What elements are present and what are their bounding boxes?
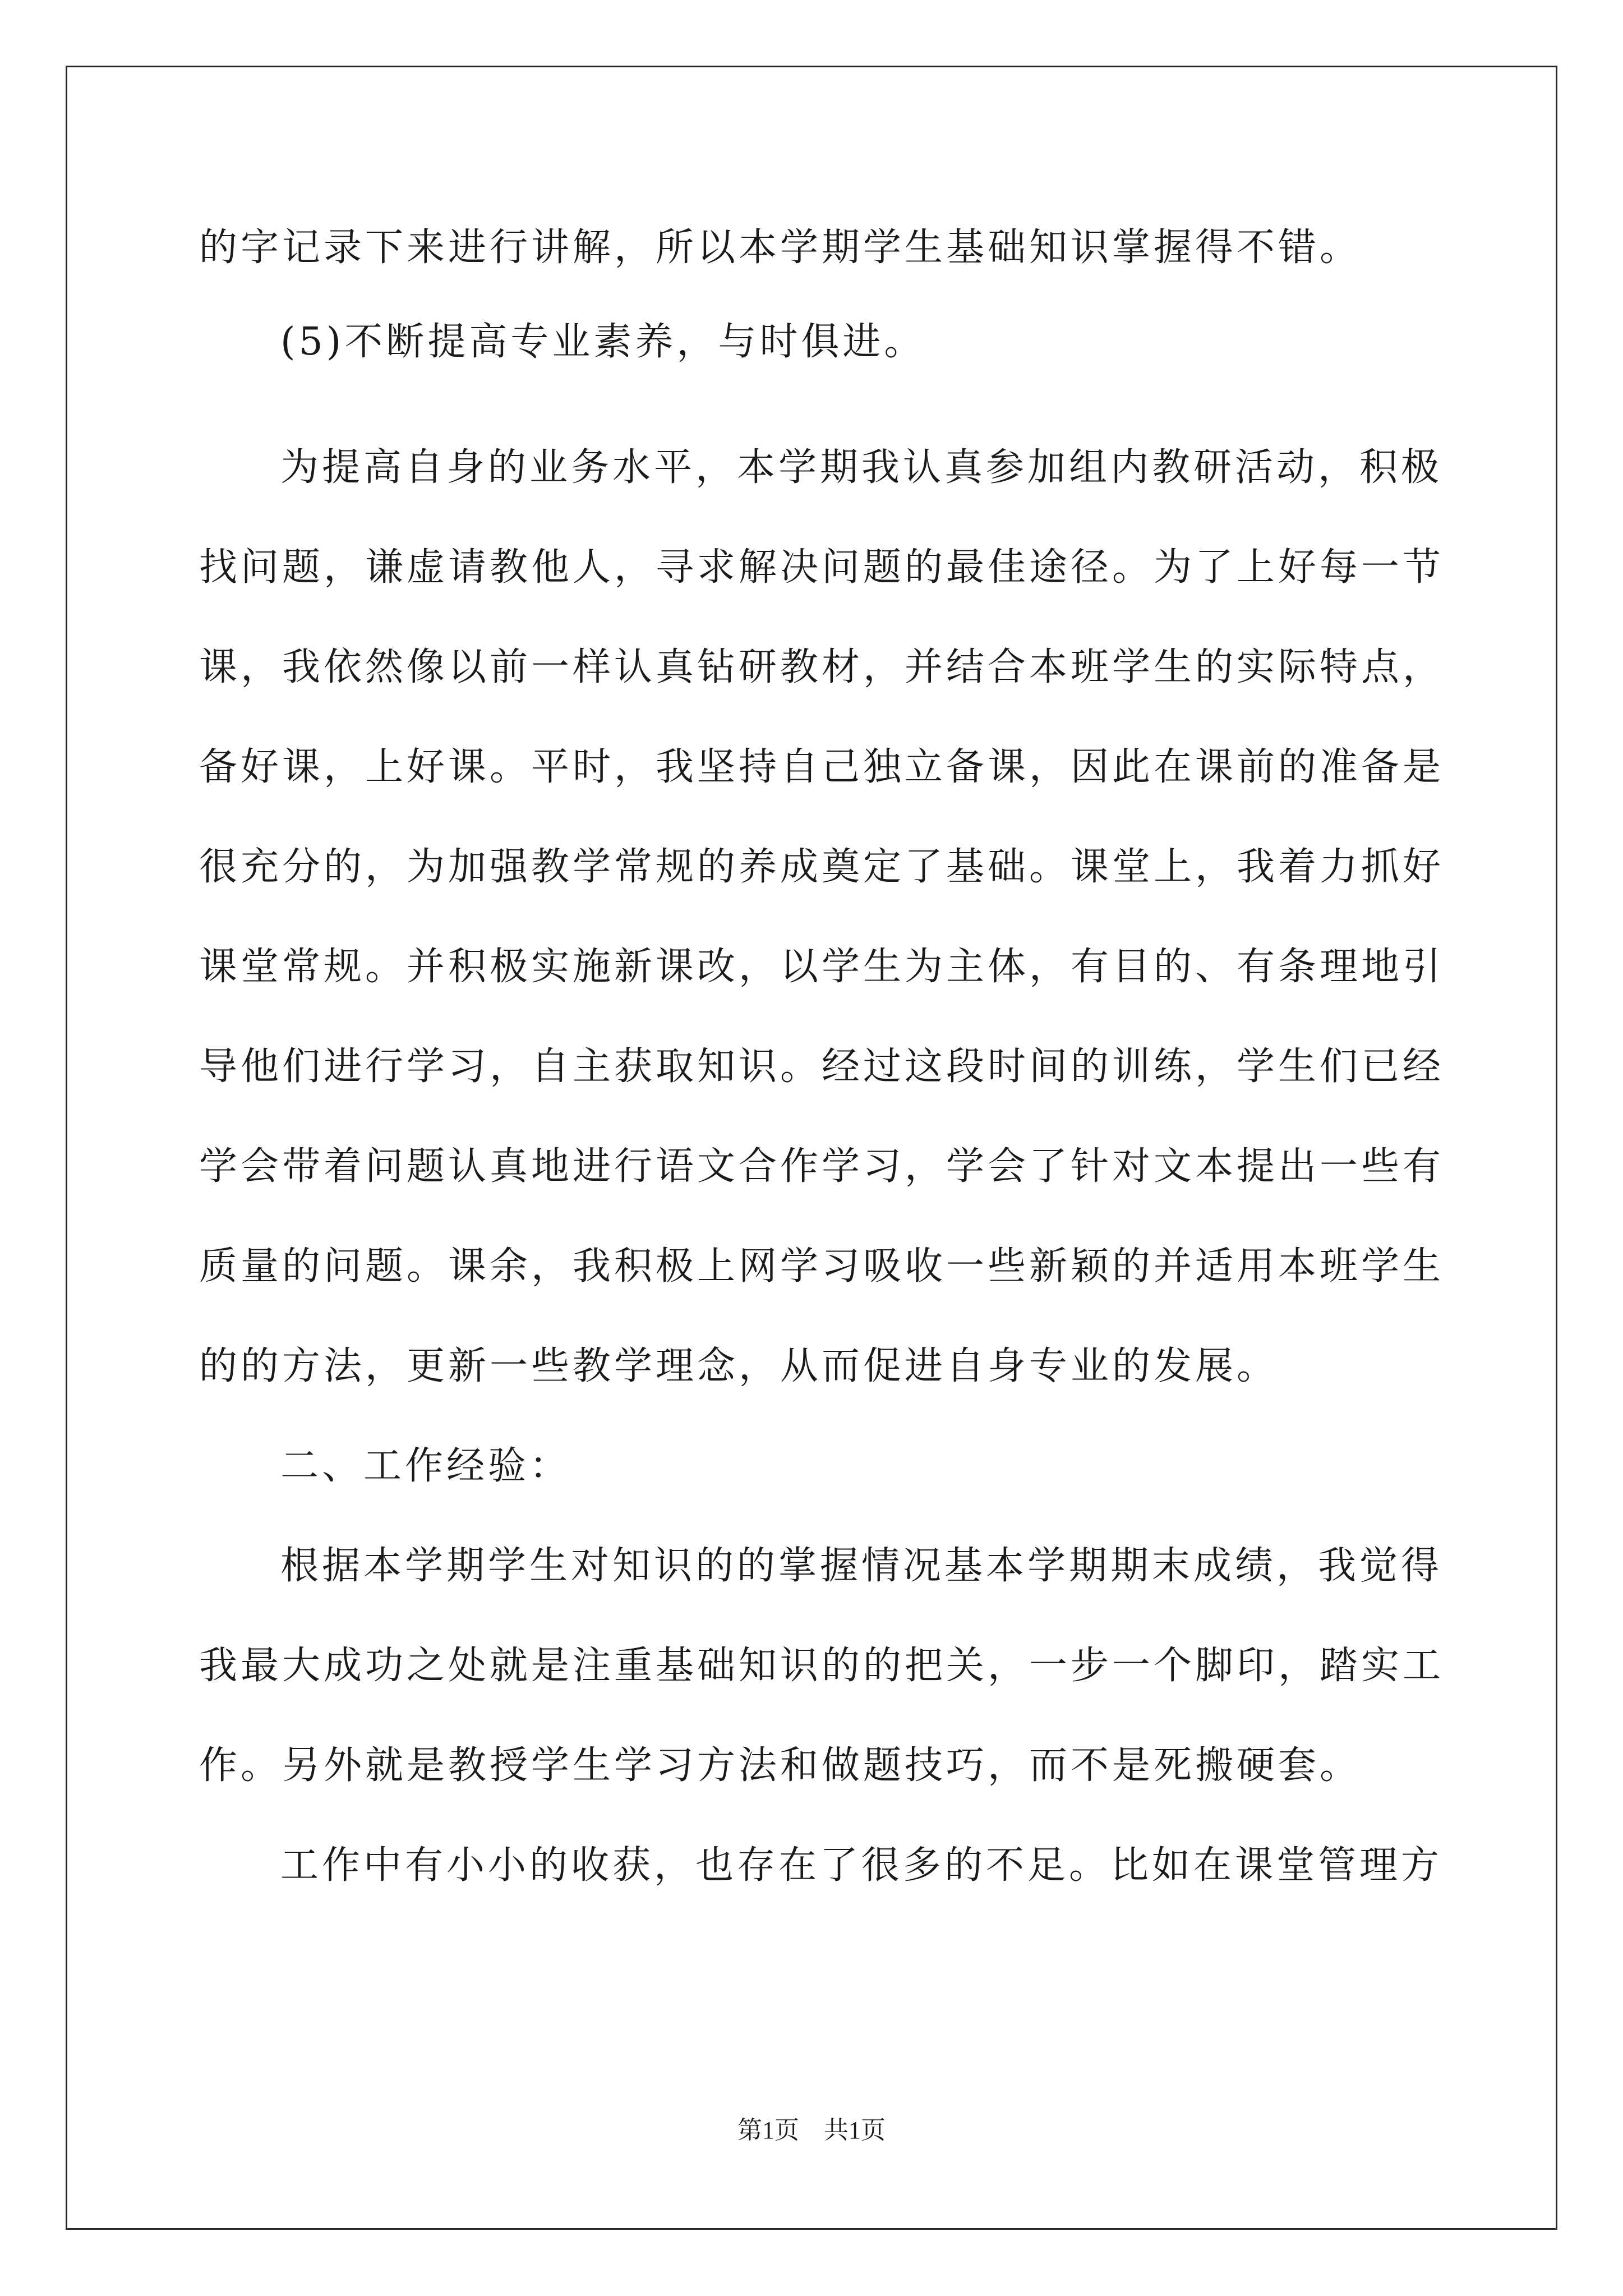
text-line: 我最大成功之处就是注重基础知识的的把关，一步一个脚印，踏实工 <box>199 1644 1445 1688</box>
section-heading: (5)不断提高专业素养，与时俱进。 <box>280 320 926 364</box>
text-line: 的的方法，更新一些教学理念，从而促进自身专业的发展。 <box>199 1344 1279 1388</box>
text-line: 的字记录下来进行讲解，所以本学期学生基础知识掌握得不错。 <box>199 226 1362 270</box>
paragraph-first-line: 根据本学期学生对知识的的掌握情况基本学期期末成绩，我觉得 <box>280 1544 1443 1588</box>
text-line: 课堂常规。并积极实施新课改，以学生为主体，有目的、有条理地引 <box>199 945 1445 989</box>
paragraph-first-line: 工作中有小小的收获，也存在了很多的不足。比如在课堂管理方 <box>280 1843 1443 1888</box>
text-line: 导他们进行学习，自主获取知识。经过这段时间的训练，学生们已经 <box>199 1045 1445 1089</box>
text-line: 质量的问题。课余，我积极上网学习吸收一些新颖的并适用本班学生 <box>199 1244 1445 1289</box>
text-line: 找问题，谦虚请教他人，寻求解决问题的最佳途径。为了上好每一节 <box>199 545 1445 590</box>
text-line: 学会带着问题认真地进行语文合作学习，学会了针对文本提出一些有 <box>199 1144 1445 1189</box>
page-number-footer: 第1页 共1页 <box>737 2116 886 2144</box>
text-line: 备好课，上好课。平时，我坚持自己独立备课，因此在课前的准备是 <box>199 745 1445 789</box>
text-line: 作。另外就是教授学生学习方法和做题技巧，而不是死搬硬套。 <box>199 1743 1362 1788</box>
paragraph-first-line: 为提高自身的业务水平，本学期我认真参加组内教研活动，积极 <box>280 445 1443 490</box>
text-line: 课，我依然像以前一样认真钻研教材，并结合本班学生的实际特点， <box>199 645 1445 689</box>
section-heading: 二、工作经验： <box>280 1444 571 1488</box>
text-line: 很充分的，为加强教学常规的养成奠定了基础。课堂上，我着力抓好 <box>199 845 1445 889</box>
